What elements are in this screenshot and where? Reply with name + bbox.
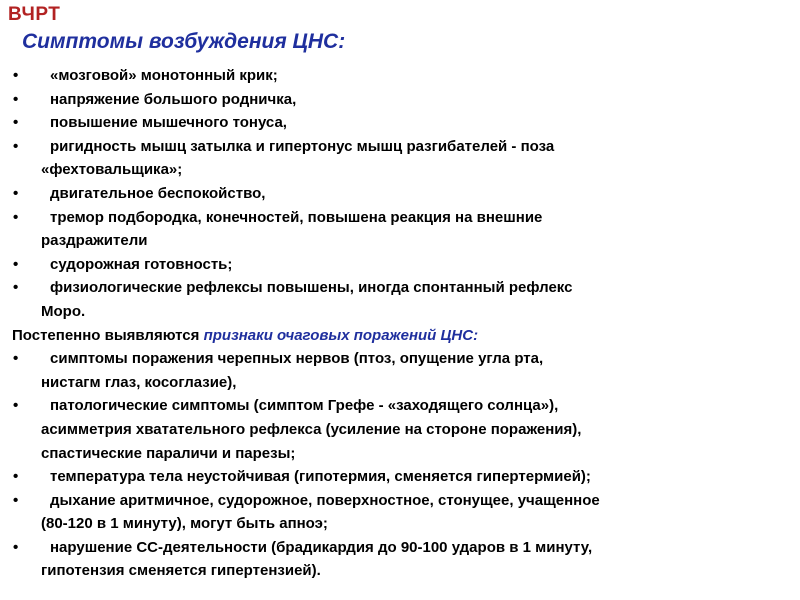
bullet-icon: • bbox=[13, 279, 19, 297]
bullet-icon: • bbox=[13, 468, 19, 486]
bullet-icon: • bbox=[13, 491, 19, 509]
list-item-text: симптомы поражения черепных нервов (птоз, опущение угла рта, bbox=[50, 350, 544, 368]
list-item-text: «мозговой» монотонный крик; bbox=[50, 67, 278, 84]
bullet-icon: • bbox=[13, 350, 19, 368]
list-item bbox=[10, 465, 790, 489]
list-item bbox=[10, 347, 790, 394]
list-item bbox=[10, 206, 790, 253]
bullet-icon: • bbox=[13, 208, 19, 226]
list-item bbox=[10, 88, 790, 112]
list-item-text: нарушение СС-деятельности (брадикардия до 90-100 ударов в 1 минуту, bbox=[50, 538, 593, 556]
list-item-text: температура тела неустойчивая (гипотермия, сменяется гипертермией); bbox=[50, 468, 591, 486]
bullet-icon: • bbox=[13, 538, 19, 556]
slide-tag: ВЧРТ bbox=[8, 4, 61, 25]
intro-accent: признаки очаговых поражений ЦНС: bbox=[203, 326, 479, 344]
list-item-continuation: (80-120 в 1 минуту), могут быть апноэ; bbox=[41, 515, 328, 533]
focal-lesions-list bbox=[10, 347, 790, 583]
list-item bbox=[10, 489, 790, 536]
slide-title: Симптомы возбуждения ЦНС: bbox=[22, 30, 346, 53]
list-item-text: напряжение большого родничка, bbox=[50, 90, 297, 108]
list-item-continuation: спастические параличи и парезы; bbox=[41, 444, 296, 462]
list-item-text: судорожная готовность; bbox=[50, 255, 233, 273]
list-item-text: повышение мышечного тонуса, bbox=[50, 114, 287, 132]
bullet-icon: • bbox=[13, 67, 19, 84]
list-item bbox=[10, 182, 790, 206]
bullet-icon: • bbox=[13, 184, 19, 202]
list-item bbox=[10, 135, 790, 182]
list-item-continuation: «фехтовальщика»; bbox=[41, 161, 183, 179]
list-item bbox=[10, 64, 790, 88]
list-item-text: физиологические рефлексы повышены, иногда спонтанный рефлекс bbox=[50, 279, 573, 297]
list-item bbox=[10, 536, 790, 583]
bullet-icon: • bbox=[13, 90, 19, 108]
list-item-continuation: асимметрия хватательного рефлекса (усиление на стороне поражения), bbox=[41, 420, 582, 438]
excitation-symptoms-list bbox=[10, 64, 790, 324]
list-item-continuation: нистагм глаз, косоглазие), bbox=[41, 373, 237, 391]
focal-lesions-intro bbox=[10, 324, 790, 348]
list-item bbox=[10, 276, 790, 323]
list-item-text: патологические симптомы (симптом Грефе - «заходящего солнца»), bbox=[50, 397, 559, 415]
bullet-icon: • bbox=[13, 397, 19, 415]
list-item-continuation: гипотензия сменяется гипертензией). bbox=[41, 562, 321, 580]
list-item bbox=[10, 253, 790, 277]
intro-text: Постепенно выявляются bbox=[12, 326, 204, 344]
list-item bbox=[10, 394, 790, 465]
list-item-continuation: Моро. bbox=[41, 302, 86, 320]
list-item-text: дыхание аритмичное, судорожное, поверхностное, стонущее, учащенное bbox=[50, 491, 600, 509]
bullet-icon: • bbox=[13, 255, 19, 273]
slide-content bbox=[10, 64, 790, 583]
list-item-continuation: раздражители bbox=[41, 232, 148, 250]
list-item bbox=[10, 111, 790, 135]
list-item-text: двигательное беспокойство, bbox=[50, 184, 266, 202]
bullet-icon: • bbox=[13, 114, 19, 132]
list-item-text: ригидность мышц затылка и гипертонус мышц разгибателей - поза bbox=[50, 137, 555, 155]
list-item-text: тремор подбородка, конечностей, повышена реакция на внешние bbox=[50, 208, 543, 226]
bullet-icon: • bbox=[13, 137, 19, 155]
